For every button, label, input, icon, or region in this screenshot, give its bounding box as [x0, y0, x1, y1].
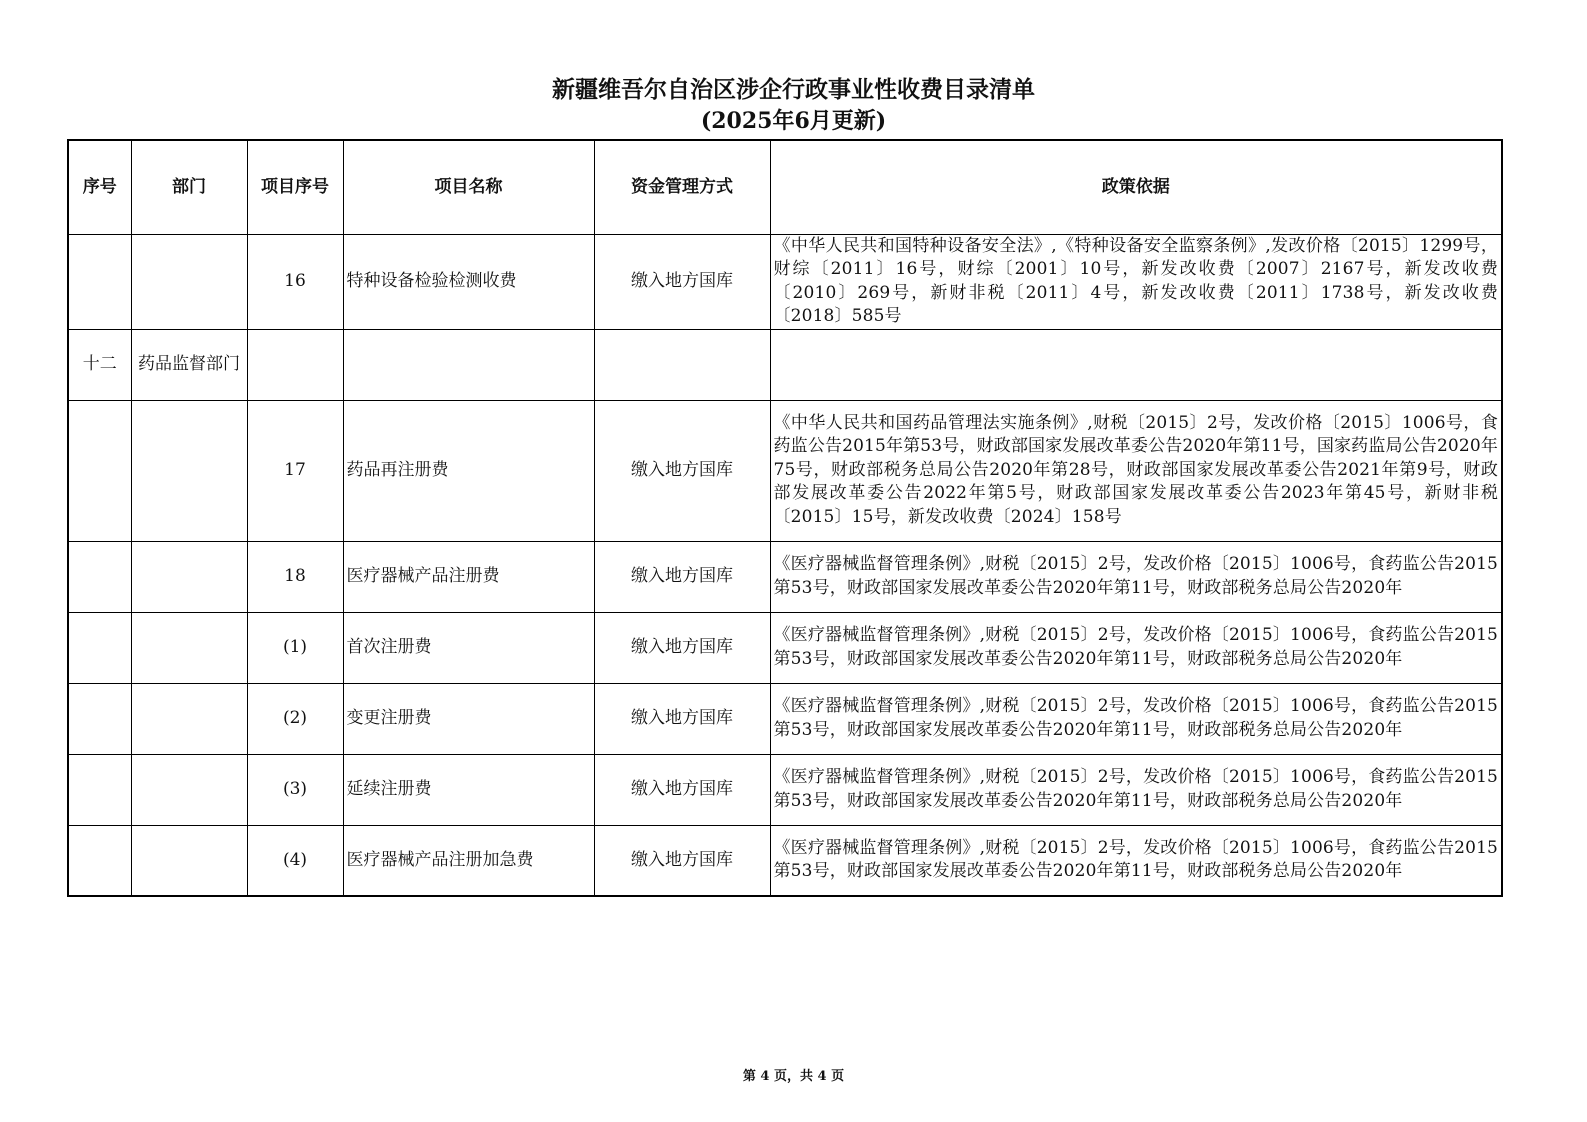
cell-seq: [68, 541, 131, 612]
cell-item-no: 17: [247, 400, 343, 541]
table-row: [68, 683, 1502, 754]
cell-item-no: [247, 329, 343, 400]
cell-seq: [68, 754, 131, 825]
cell-dept: [131, 400, 247, 541]
cell-fund: 缴入地方国库: [594, 825, 770, 896]
cell-item-no: (2): [247, 683, 343, 754]
cell-policy: 《医疗器械监督管理条例》,财税〔2015〕2号，发改价格〔2015〕1006号，食药监公告2015第53号，财政部国家发展改革委公告2020年第11号，财政部税务总局公告2020年: [770, 754, 1502, 825]
header-seq: 序号: [68, 140, 131, 234]
cell-item-no: (4): [247, 825, 343, 896]
cell-fund: 缴入地方国库: [594, 754, 770, 825]
cell-item-name: 药品再注册费: [343, 400, 594, 541]
cell-dept: [131, 612, 247, 683]
table-row: [68, 612, 1502, 683]
page-footer: 第 4 页，共 4 页: [742, 1069, 845, 1084]
cell-fund: 缴入地方国库: [594, 683, 770, 754]
cell-policy: 《医疗器械监督管理条例》,财税〔2015〕2号，发改价格〔2015〕1006号，食药监公告2015第53号，财政部国家发展改革委公告2020年第11号，财政部税务总局公告2020年: [770, 683, 1502, 754]
cell-fund: 缴入地方国库: [594, 234, 770, 329]
table-row: [68, 825, 1502, 896]
cell-policy: 《医疗器械监督管理条例》,财税〔2015〕2号，发改价格〔2015〕1006号，食药监公告2015第53号，财政部国家发展改革委公告2020年第11号，财政部税务总局公告2020年: [770, 825, 1502, 896]
header-policy-basis: 政策依据: [770, 140, 1502, 234]
cell-item-no: 16: [247, 234, 343, 329]
cell-item-no: 18: [247, 541, 343, 612]
cell-item-no: (1): [247, 612, 343, 683]
fee-catalog-table: [67, 139, 1503, 897]
cell-dept: [131, 234, 247, 329]
table-row: [68, 754, 1502, 825]
cell-seq: 十二: [68, 329, 131, 400]
cell-fund: 缴入地方国库: [594, 400, 770, 541]
cell-seq: [68, 234, 131, 329]
document-title: 新疆维吾尔自治区涉企行政事业性收费目录清单: [552, 76, 1035, 103]
cell-fund: [594, 329, 770, 400]
cell-item-name: 首次注册费: [343, 612, 594, 683]
cell-policy: 《医疗器械监督管理条例》,财税〔2015〕2号，发改价格〔2015〕1006号，食药监公告2015第53号，财政部国家发展改革委公告2020年第11号，财政部税务总局公告2020年: [770, 612, 1502, 683]
header-item-name: 项目名称: [343, 140, 594, 234]
cell-policy: 《中华人民共和国药品管理法实施条例》,财税〔2015〕2号，发改价格〔2015〕1006号，食药监公告2015年第53号，财政部国家发展改革委公告2020年第11号，国家药监局公告2020年75号，财政部税务总局公告2020年第28号，财政部国家发展改革委公告2021年第9号，财政部发展改革委公告2022年第5号，财政部国家发展改革委公告2023年第45号，新财非税〔2015〕15号，新发改收费〔2024〕158号: [770, 400, 1502, 541]
cell-dept: 药品监督部门: [131, 329, 247, 400]
cell-item-no: (3): [247, 754, 343, 825]
cell-fund: 缴入地方国库: [594, 612, 770, 683]
cell-item-name: 延续注册费: [343, 754, 594, 825]
cell-seq: [68, 825, 131, 896]
table-row: [68, 329, 1502, 400]
cell-dept: [131, 683, 247, 754]
cell-item-name: 特种设备检验检测收费: [343, 234, 594, 329]
cell-item-name: [343, 329, 594, 400]
cell-seq: [68, 400, 131, 541]
header-fund-management: 资金管理方式: [594, 140, 770, 234]
cell-policy: 《医疗器械监督管理条例》,财税〔2015〕2号，发改价格〔2015〕1006号，食药监公告2015第53号，财政部国家发展改革委公告2020年第11号，财政部税务总局公告2020年: [770, 541, 1502, 612]
cell-item-name: 医疗器械产品注册加急费: [343, 825, 594, 896]
header-item-no: 项目序号: [247, 140, 343, 234]
cell-seq: [68, 612, 131, 683]
table-row: [68, 541, 1502, 612]
cell-policy: [770, 329, 1502, 400]
table-row: [68, 234, 1502, 329]
cell-seq: [68, 683, 131, 754]
cell-dept: [131, 541, 247, 612]
cell-item-name: 医疗器械产品注册费: [343, 541, 594, 612]
table-header-row: [68, 140, 1502, 234]
header-dept: 部门: [131, 140, 247, 234]
cell-dept: [131, 754, 247, 825]
cell-dept: [131, 825, 247, 896]
cell-fund: 缴入地方国库: [594, 541, 770, 612]
cell-policy: 《中华人民共和国特种设备安全法》,《特种设备安全监察条例》,发改价格〔2015〕1299号，财综〔2011〕16号，财综〔2001〕10号，新发改收费〔2007〕2167号，新发改收费〔2010〕269号，新财非税〔2011〕4号，新发改收费〔2011〕1738号，新发改收费〔2018〕585号: [770, 234, 1502, 329]
table-row: [68, 400, 1502, 541]
document-subtitle: (2025年6月更新): [700, 108, 887, 134]
cell-item-name: 变更注册费: [343, 683, 594, 754]
